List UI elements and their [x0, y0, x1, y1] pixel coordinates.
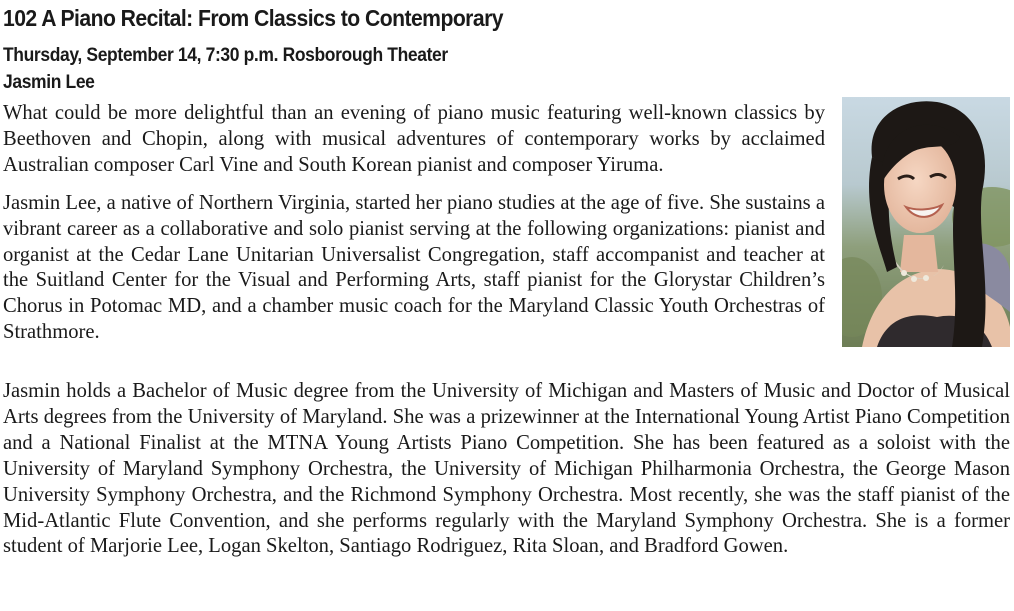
event-title: 102 A Piano Recital: From Classics to Contemporary — [3, 5, 503, 31]
performer-photo — [842, 97, 1010, 347]
intro-text-column — [3, 101, 825, 346]
event-listing — [3, 4, 1010, 560]
intro-block — [3, 101, 1010, 379]
bio-paragraph-1: Jasmin Lee, a native of Northern Virginia, started her piano studies at the age of five. She sustains a vibrant career as a collaborative and solo pianist serving at the following organizations: pianist and organist at the Cedar Lane Unitarian Universalist Congregation, staff accompanist and teacher at the Suitland Center for the Visual and Performing Arts, staff pianist for the Glorystar Children’s Chorus in Potomac MD, and a chamber music coach for the Maryland Classic Youth Orchestras of Strathmore. — [3, 191, 825, 344]
bio-section-full — [3, 379, 1010, 560]
performer-name: Jasmin Lee — [3, 72, 95, 93]
performer-portrait-icon — [842, 97, 1010, 347]
bio-paragraph-2: Jasmin holds a Bachelor of Music degree from the University of Michigan and Masters of Music and Doctor of Musical Arts degrees from the University of Maryland. She was a prizewinner at the International Young Artist Piano Competition and a National Finalist at the MTNA Young Artists Piano Competition. She has been featured as a soloist with the University of Maryland Symphony Orchestra, the University of Michigan Philharmonia Orchestra, the George Mason University Symphony Orchestra, and the Richmond Symphony Orchestra. Most recently, she was the staff pianist of the Mid-Atlantic Flute Convention, and she performs regularly with the Maryland Symphony Orchestra. She is a former student of Marjorie Lee, Logan Skelton, Santiago Rodriguez, Rita Sloan, and Bradford Gowen. — [3, 380, 1010, 558]
description-paragraph: What could be more delightful than an evening of piano music featuring well-known classics by Beethoven and Chopin, along with musical adventures of contemporary works by acclaimed Australian composer Carl Vine and South Korean pianist and composer Yiruma. — [3, 102, 825, 176]
event-date-location: Thursday, September 14, 7:30 p.m. Rosborough Theater — [3, 45, 448, 66]
